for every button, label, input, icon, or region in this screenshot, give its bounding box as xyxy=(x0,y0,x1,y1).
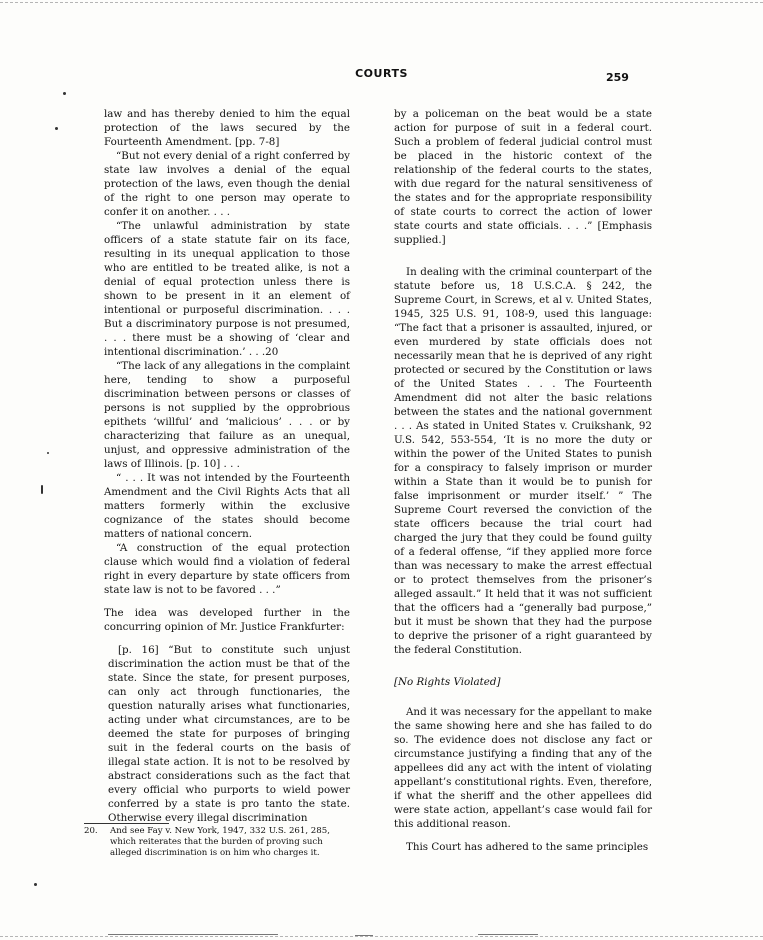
footnote xyxy=(84,826,354,859)
footnote-number: 20. xyxy=(84,826,98,836)
paragraph: This Court has adhered to the same principles xyxy=(406,841,649,853)
scan-bottom-border xyxy=(0,936,763,937)
right-column xyxy=(394,107,652,854)
paragraph: “But not every denial of a right conferred by state law involves a denial of the equal protection of the laws, even though the denial of the right to one person may operate to confer it on another. . . . xyxy=(104,150,350,218)
paragraph: In dealing with the criminal counterpart of the statute before us, 18 U.S.C.A. § 242, the Supreme Court, in Screws, et al v. United States, 1945, 325 U.S. 91, 108-9, used this language: “The fact that a prisoner is assaulted, injured, or even murdered by state officials does not necessarily mean that he is deprived of any right protected or secured by the Constitution or laws of the United States . . . The Fourteenth Amendment did not alter the basic relations between the states and the national government . . . As stated in United States v. Cruikshank, 92 U.S. 542, 553-554, ‘It is no more the duty or within the power of the United States to punish for a conspiracy to falsely imprison or murder within a State than it would be to punish for false imprisonment or murder itself.’ ” The Supreme Court reversed the conviction of the state officers because the trial court had charged the jury that they could be found guilty of a federal offense, “if they applied more force than was necessary to make the arrest effectual or to protect themselves from the prisoner’s alleged assault.” It held that it was not sufficient that the officers had a “generally bad purpose,” but it must be shown that they had the purpose to deprive the prisoner of a right guaranteed by the federal Constitution. xyxy=(394,266,652,656)
paragraph: “The lack of any allegations in the complaint here, tending to show a purposeful discrimination between persons or classes of persons is not supplied by the opprobrious epithets ‘willful’ and ‘malicious’ . . . or by characterizing that failure as an unequal, unjust, and oppressive administration of the laws of Illinois. [p. 10] . . . xyxy=(104,360,350,470)
paragraph: “ . . . It was not intended by the Fourteenth Amendment and the Civil Rights Acts that all matters formerly within the exclusive cognizance of the states should become matters of national concern. xyxy=(104,472,350,540)
paragraph: “The unlawful administration by state officers of a state statute fair on its face, resulting in its unequal application to those who are entitled to be treated alike, is not a denial of equal protection unless there is shown to be present in it an element of intentional or purposeful discrimination. . . . But a discriminatory purpose is not presumed, . . . there must be a showing of ‘clear and intentional discrimination.’ . . .20 xyxy=(104,220,350,358)
footnote-rule xyxy=(84,823,169,824)
section-heading: [No Rights Violated] xyxy=(394,676,501,688)
scan-top-border xyxy=(0,2,763,3)
scan-speck xyxy=(34,883,37,886)
paragraph: And it was necessary for the appellant to make the same showing here and she has failed to do so. The evidence does not disclose any fact or circumstance justifying a finding that any of the appellees did any act with the intent of violating appellant’s constitutional rights. Even, therefore, if what the sheriff and the other appellees did were state action, appellant’s case would fail for this additional reason. xyxy=(394,706,652,830)
scan-artifact-line xyxy=(478,934,538,935)
paragraph: law and has thereby denied to him the equal protection of the laws secured by the Fourteenth Amendment. [pp. 7-8] xyxy=(104,108,350,148)
scan-speck xyxy=(47,452,49,454)
paragraph: by a policeman on the beat would be a state action for purpose of suit in a federal court. Such a problem of federal judicial control must be placed in the historic context of the relationship of the federal courts to the states, with due regard for the natural sensitiveness of the states and for the appropriate responsibility of state courts to correct the action of lower state courts and state officials. . . .” [Emphasis supplied.] xyxy=(394,108,652,246)
scan-speck xyxy=(41,485,43,494)
footnote-text: And see Fay v. New York, 1947, 332 U.S. 261, 285, which reiterates that the burden of proving such alleged discrimination is on him who charges it. xyxy=(110,826,330,858)
left-column xyxy=(104,107,350,825)
paragraph: The idea was developed further in the concurring opinion of Mr. Justice Frankfurter: xyxy=(104,607,350,633)
scan-speck xyxy=(55,127,58,130)
scan-speck xyxy=(63,92,66,95)
page-number: 259 xyxy=(606,71,629,84)
running-head: COURTS xyxy=(355,67,408,80)
paragraph: “A construction of the equal protection clause which would find a violation of federal right in every departure by state officers from state law is not to be favored . . .” xyxy=(104,542,350,596)
scan-artifact-line xyxy=(108,934,278,935)
block-quote: [p. 16] “But to constitute such unjust discrimination the action must be that of the state. Since the state, for present purposes, can only act through functionaries, the question naturally arises what functionaries, acting under what circumstances, are to be deemed the state for purposes of bringing suit in the federal courts on the basis of illegal state action. It is not to be resolved by abstract considerations such as the fact that every official who purports to wield power conferred by a state is pro tanto the state. Otherwise every illegal discrimination xyxy=(108,644,350,824)
